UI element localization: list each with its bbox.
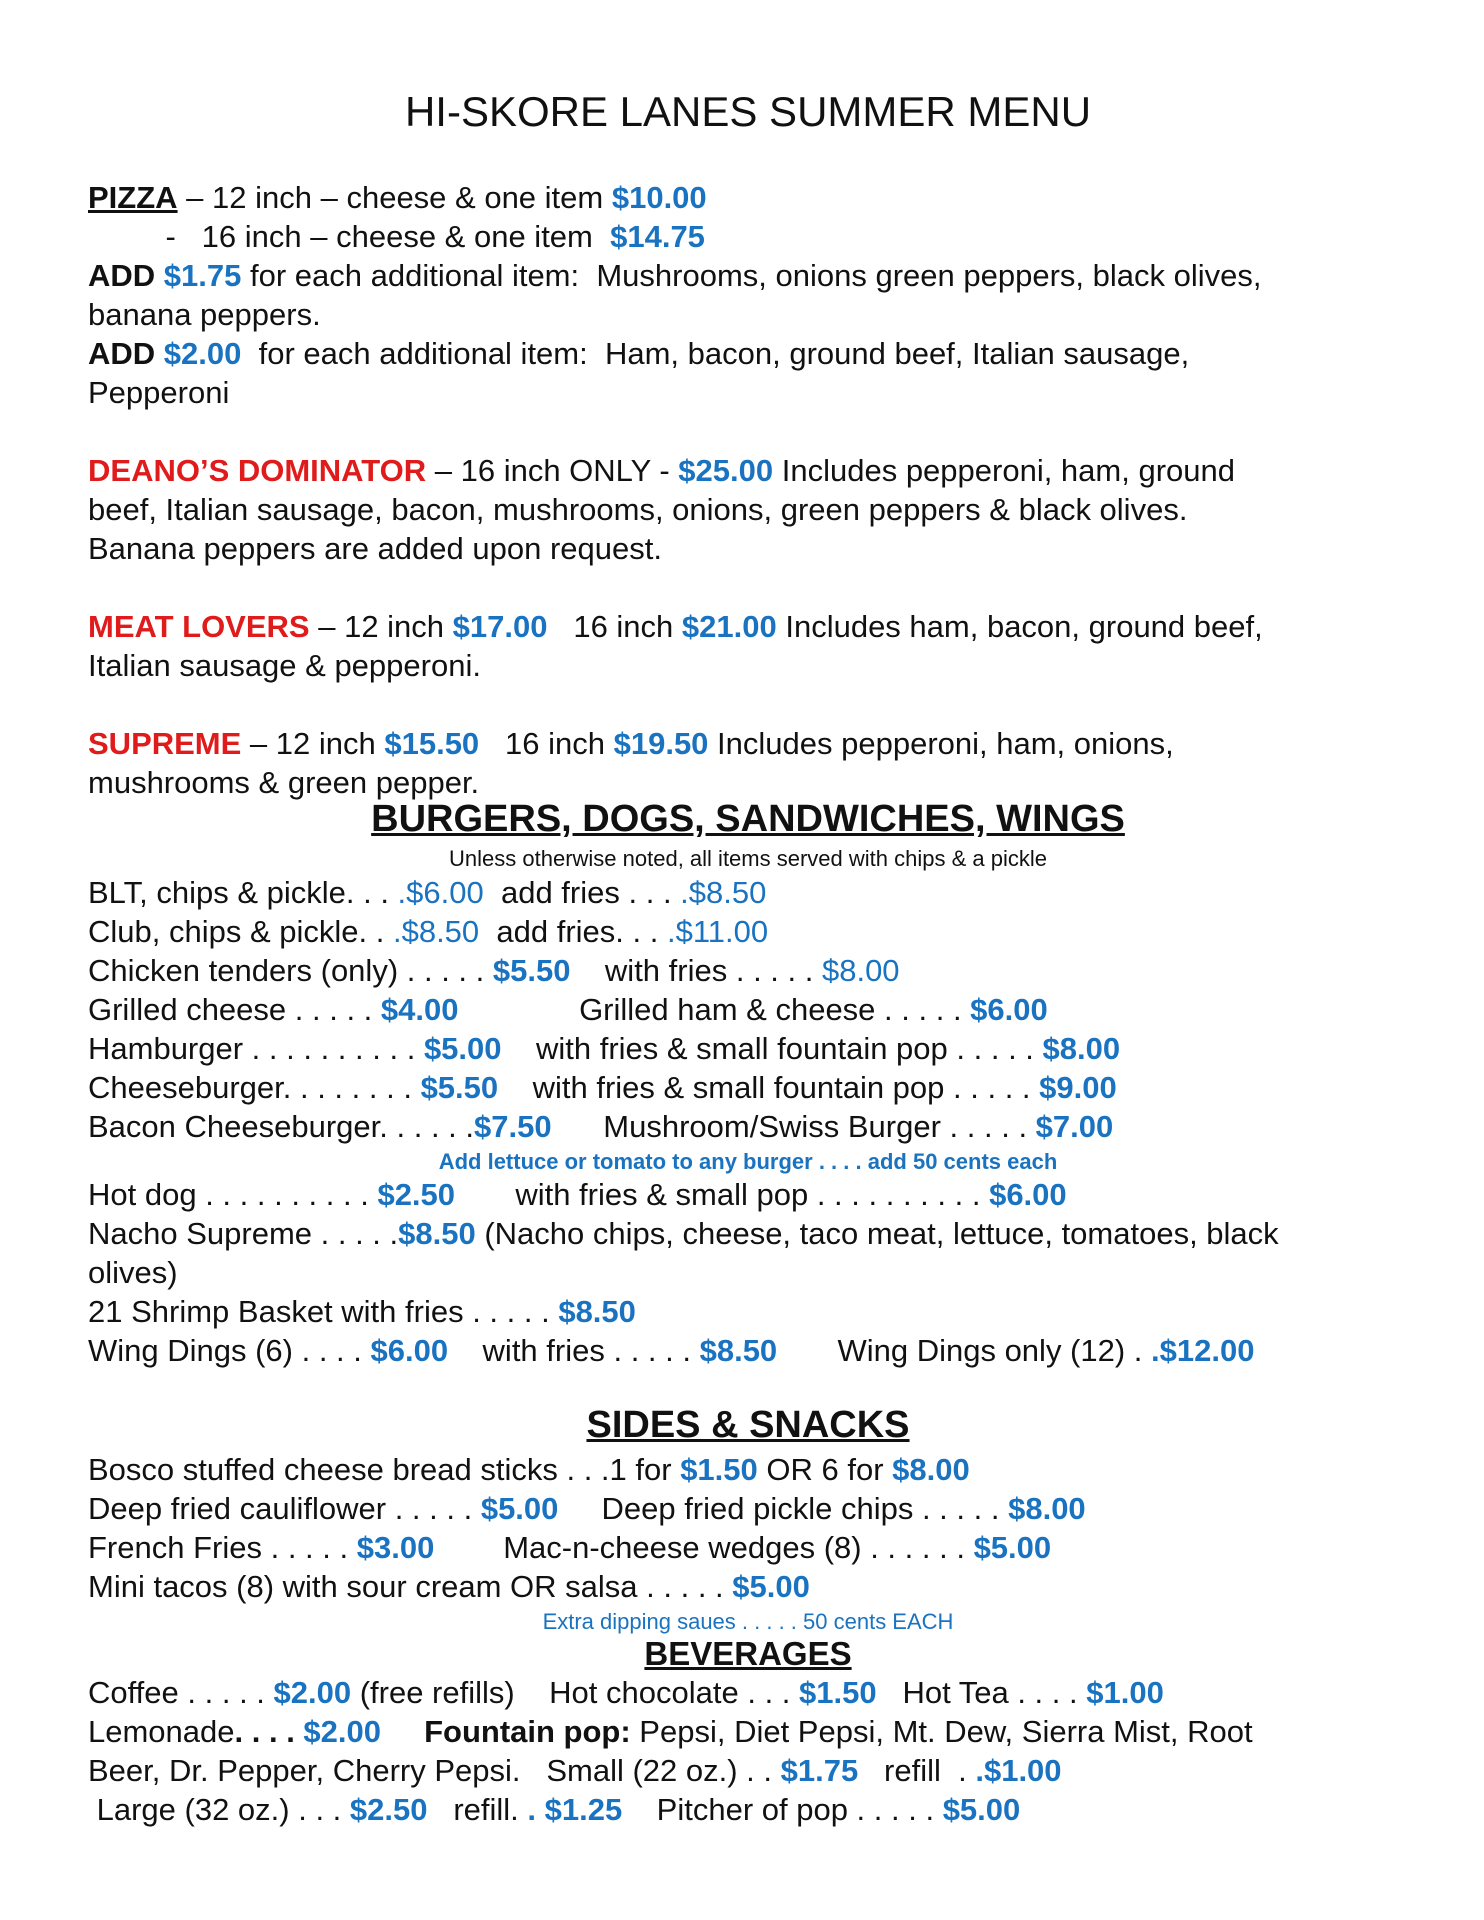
price: $3.00	[356, 1530, 435, 1565]
tenders-line: Chicken tenders (only) . . . . . $5.50 with fries . . . . . $8.00	[88, 953, 900, 988]
price: $9.00	[1039, 1070, 1117, 1105]
wings-line: Wing Dings (6) . . . . $6.00 with fries . . . . . $8.50 Wing Dings only (12) . .$12.00	[88, 1333, 1255, 1368]
sides-heading: SIDES & SNACKS	[586, 1404, 910, 1446]
hamburger-line: Hamburger . . . . . . . . . . $5.00 with fries & small fountain pop . . . . . $8.00	[88, 1031, 1121, 1066]
price: $5.00	[732, 1569, 810, 1604]
price: $4.00	[380, 992, 459, 1027]
bacon-cheeseburger-line: Bacon Cheeseburger. . . . . .$7.50 Mushroom/Swiss Burger . . . . . $7.00	[88, 1109, 1114, 1144]
dominator-line1: DEANO’S DOMINATOR – 16 inch ONLY - $25.00 Includes pepperoni, ham, ground	[88, 453, 1235, 488]
price: $5.00	[973, 1530, 1052, 1565]
price: $6.00	[989, 1177, 1067, 1212]
pizza-heading: PIZZA	[88, 180, 178, 215]
price: $10.00	[611, 180, 707, 215]
price: $2.50	[349, 1792, 428, 1827]
beverages-line1: Coffee . . . . . $2.00 (free refills) Hot chocolate . . . $1.50 Hot Tea . . . . $1.00	[88, 1675, 1164, 1710]
price: $2.00	[273, 1675, 352, 1710]
price: $8.50	[558, 1294, 636, 1329]
cheeseburger-line: Cheeseburger. . . . . . . . $5.50 with fries & small fountain pop . . . . . $9.00	[88, 1070, 1117, 1105]
burger-note: Add lettuce or tomato to any burger . . . . add 50 cents each	[438, 1149, 1058, 1174]
beverages-line4: Large (32 oz.) . . . $2.50 refill. . $1.25 Pitcher of pop . . . . . $5.00	[88, 1792, 1021, 1827]
price: $21.00	[681, 609, 777, 644]
price: $25.00	[678, 453, 774, 488]
dominator-name: DEANO’S DOMINATOR	[88, 453, 427, 488]
meat-lovers-line1: MEAT LOVERS – 12 inch $17.00 16 inch $21.00 Includes ham, bacon, ground beef,	[88, 609, 1263, 644]
price: $1.50	[799, 1675, 877, 1710]
fries-line: French Fries . . . . . $3.00 Mac-n-cheese wedges (8) . . . . . . $5.00	[88, 1530, 1052, 1565]
pizza-line-12: PIZZA – 12 inch – cheese & one item $10.00	[88, 180, 707, 215]
price: .$6.00	[397, 875, 484, 910]
dominator-line3: Banana peppers are added upon request.	[88, 531, 662, 566]
price: $6.00	[970, 992, 1048, 1027]
fountain-pop-label: Fountain pop:	[424, 1714, 631, 1749]
price: $1.00	[1086, 1675, 1164, 1710]
price: $17.00	[452, 609, 548, 644]
pizza-add2-line2: Pepperoni	[88, 375, 230, 410]
price: $8.00	[1042, 1031, 1121, 1066]
price: $14.75	[610, 219, 705, 254]
price: $2.00	[163, 336, 242, 371]
price: .$8.50	[392, 914, 480, 949]
price: $8.00	[892, 1452, 970, 1487]
dip-note: Extra dipping saues . . . . . 50 cents EACH	[542, 1609, 954, 1634]
nacho-line: Nacho Supreme . . . . .$8.50 (Nacho chips, cheese, taco meat, lettuce, tomatoes, black	[88, 1216, 1279, 1251]
price: $1.50	[680, 1452, 758, 1487]
price: $1.75	[163, 258, 242, 293]
price: . $1.25	[527, 1792, 623, 1827]
shrimp-line: 21 Shrimp Basket with fries . . . . . $8.50	[88, 1294, 636, 1329]
price: $15.50	[384, 726, 480, 761]
price: $2.00	[303, 1714, 381, 1749]
supreme-name: SUPREME	[88, 726, 242, 761]
supreme-line2: mushrooms & green pepper.	[88, 765, 480, 800]
price: $8.50	[699, 1333, 778, 1368]
price: $5.50	[420, 1070, 499, 1105]
beverages-line2: Lemonade. . . . $2.00 Fountain pop: Pepsi, Diet Pepsi, Mt. Dew, Sierra Mist, Root	[88, 1714, 1253, 1749]
price: $2.50	[377, 1177, 456, 1212]
cauliflower-line: Deep fried cauliflower . . . . . $5.00 Deep fried pickle chips . . . . . $8.00	[88, 1491, 1086, 1526]
beverages-line3: Beer, Dr. Pepper, Cherry Pepsi. Small (22 oz.) . . $1.75 refill . .$1.00	[88, 1753, 1062, 1788]
price: $7.50	[474, 1109, 552, 1144]
pizza-line-16: - 16 inch – cheese & one item $14.75	[88, 219, 705, 254]
price: $7.00	[1035, 1109, 1114, 1144]
bosco-line: Bosco stuffed cheese bread sticks . . .1 for $1.50 OR 6 for $8.00	[88, 1452, 970, 1487]
price: .$11.00	[666, 914, 769, 949]
price: $1.75	[780, 1753, 859, 1788]
grilled-line: Grilled cheese . . . . . $4.00 Grilled ham & cheese . . . . . $6.00	[88, 992, 1048, 1027]
price: .$1.00	[975, 1753, 1062, 1788]
pizza-add1-line: ADD $1.75 for each additional item: Mushrooms, onions green peppers, black olives,	[88, 258, 1262, 293]
blt-line: BLT, chips & pickle. . . .$6.00 add fries . . . .$8.50	[88, 875, 767, 910]
supreme-line1: SUPREME – 12 inch $15.50 16 inch $19.50 Includes pepperoni, ham, onions,	[88, 726, 1174, 761]
dominator-line2: beef, Italian sausage, bacon, mushrooms, onions, green peppers & black olives.	[88, 492, 1188, 527]
price: $5.00	[423, 1031, 502, 1066]
hotdog-line: Hot dog . . . . . . . . . . $2.50 with fries & small pop . . . . . . . . . . $6.00	[88, 1177, 1067, 1212]
price: .$8.50	[680, 875, 767, 910]
burgers-heading: BURGERS, DOGS, SANDWICHES, WINGS	[371, 798, 1125, 840]
price: $6.00	[370, 1333, 449, 1368]
beverages-heading: BEVERAGES	[644, 1635, 852, 1672]
nacho-line2: olives)	[88, 1255, 178, 1290]
club-line: Club, chips & pickle. . .$8.50 add fries. . . .$11.00	[88, 914, 769, 949]
price: $8.00	[821, 953, 900, 988]
price: $5.00	[942, 1792, 1021, 1827]
price: $5.00	[480, 1491, 559, 1526]
pizza-add1-line2: banana peppers.	[88, 297, 321, 332]
tacos-line: Mini tacos (8) with sour cream OR salsa . . . . . $5.00	[88, 1569, 810, 1604]
price: $8.00	[1008, 1491, 1086, 1526]
meat-lovers-line2: Italian sausage & pepperoni.	[88, 648, 481, 683]
price: $8.50	[398, 1216, 476, 1251]
pizza-add2-line: ADD $2.00 for each additional item: Ham, bacon, ground beef, Italian sausage,	[88, 336, 1190, 371]
meat-lovers-name: MEAT LOVERS	[88, 609, 310, 644]
price: $19.50	[613, 726, 709, 761]
burgers-subheading: Unless otherwise noted, all items served with chips & a pickle	[449, 846, 1047, 871]
menu-title: HI-SKORE LANES SUMMER MENU	[404, 88, 1092, 135]
price: .$12.00	[1151, 1333, 1255, 1368]
price: $5.50	[492, 953, 571, 988]
